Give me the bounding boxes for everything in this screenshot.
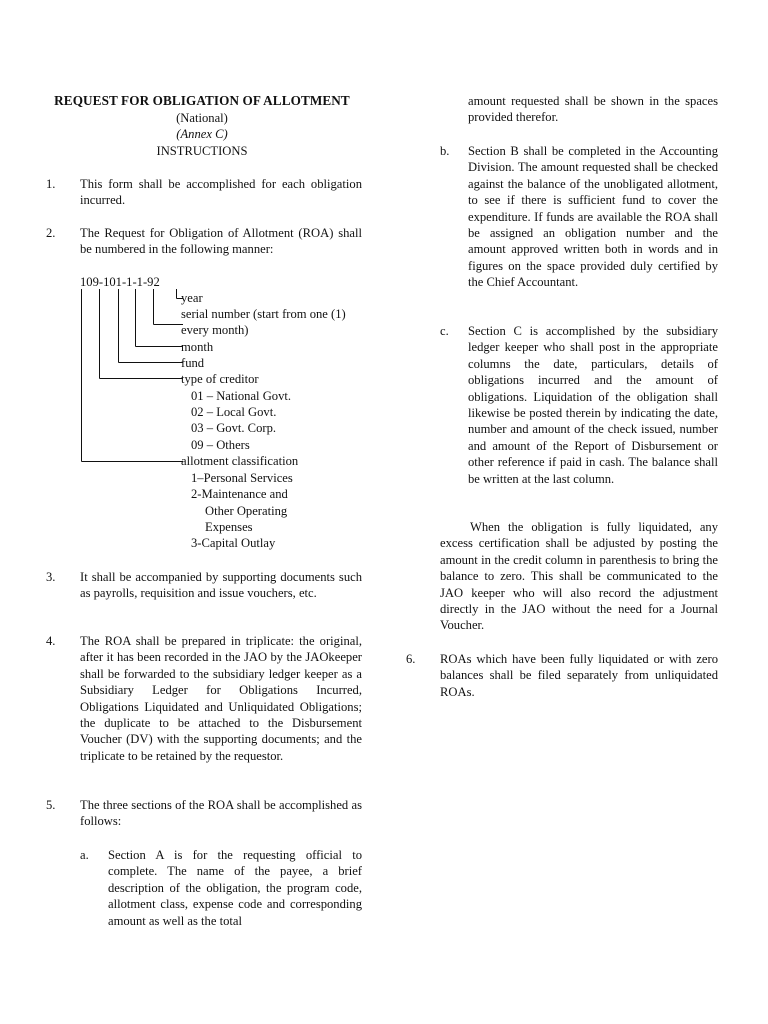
numbering-fund: fund: [181, 356, 205, 370]
creditor-type: 02 – Local Govt.: [191, 405, 277, 419]
allotment-type: Expenses: [205, 520, 253, 534]
item-1-text: This form shall be accomplished for each obligation incurred.: [80, 177, 362, 208]
document-title: REQUEST FOR OBLIGATION OF ALLOTMENT: [54, 93, 350, 108]
item-5-number: 5.: [46, 798, 56, 812]
item-5-text: The three sections of the ROA shall be accomplished as follows:: [80, 798, 362, 829]
item-2-number: 2.: [46, 226, 56, 240]
item-2-text: The Request for Obligation of Allotment (ROA) shall be numbered in the following manner:: [80, 226, 362, 257]
roa-number-example: 109-101-1-1-92: [80, 275, 160, 289]
allotment-type: 3-Capital Outlay: [191, 536, 276, 550]
subitem-a-continuation: amount requested shall be shown in the spaces provided therefor.: [468, 94, 718, 125]
creditor-type: 09 – Others: [191, 438, 250, 452]
numbering-month: month: [181, 340, 214, 354]
numbering-allotment: allotment classification: [181, 454, 299, 468]
item-3-text: It shall be accompanied by supporting documents such as payrolls, requisition and issue vouchers, etc.: [80, 570, 362, 601]
subitem-a-label: a.: [80, 848, 89, 862]
numbering-creditor: type of creditor: [181, 372, 259, 386]
subitem-c-text: Section C is accomplished by the subsidiary ledger keeper who shall post in the appropriate columns the date, particulars, details of obligations incurred and the amount of obligations. Liquidation of the obligation shall likewise be posted therein by indicating the date, number and amount of the check issued, number and amount of the Report of Disbursement or other reference if paid in cash. The balance shall be written at the last column.: [468, 324, 718, 486]
allotment-type: Other Operating: [205, 504, 288, 518]
item-4-number: 4.: [46, 634, 56, 648]
creditor-type: 01 – National Govt.: [191, 389, 292, 403]
creditor-type: 03 – Govt. Corp.: [191, 421, 277, 435]
item-3-number: 3.: [46, 570, 56, 584]
item-6-number: 6.: [406, 652, 416, 666]
liquidation-note: When the obligation is fully liquidated, any excess certification shall be adjusted by posting the amount in the credit column in parenthesis to bring the balance to zero. This shall be communicated to the JAO keeper who will also record the adjustment directly in the JAO without the need for a Journal Voucher.: [440, 520, 718, 633]
numbering-serial-cont: every month): [181, 323, 249, 337]
subitem-b-text: Section B shall be completed in the Accounting Division. The amount requested shall be checked against the balance of the unobligated allotment, to see if there is sufficient fund to cover the expenditure. If funds are available the ROA shall be assigned an obligation number and the amount approved written both in words and in figures on the space provided duly certified by the Chief Accountant.: [468, 144, 718, 290]
annex-label: (Annex C): [176, 127, 228, 141]
numbering-serial: serial number (start from one (1): [181, 307, 346, 321]
item-1-number: 1.: [46, 177, 56, 191]
numbering-year: year: [181, 291, 203, 305]
subitem-c-label: c.: [440, 324, 449, 338]
document-subtitle: (National): [176, 111, 228, 125]
allotment-type: 1–Personal Services: [191, 471, 293, 485]
item-6-text: ROAs which have been fully liquidated or with zero balances shall be filed separately from unliquidated ROAs.: [440, 652, 718, 699]
allotment-type: 2-Maintenance and: [191, 487, 288, 501]
subitem-a-text: Section A is for the requesting official to complete. The name of the payee, a brief description of the obligation, the program code, allotment class, expense code and corresponding amount as well as the total: [108, 848, 362, 928]
instructions-heading: INSTRUCTIONS: [156, 144, 248, 158]
subitem-b-label: b.: [440, 144, 450, 158]
item-4-text: The ROA shall be prepared in triplicate: the original, after it has been recorded in the JAO by the JAOkeeper shall be forwarded to the subsidiary ledger keeper as a Subsidiary Ledger for Obligations Incurred, Obligations Liquidated and Unliquidated Obligations; the duplicate to be attached to the Disbursement Voucher (DV) with the supporting documents; and the triplicate to be retained by the requestor.: [80, 634, 362, 763]
